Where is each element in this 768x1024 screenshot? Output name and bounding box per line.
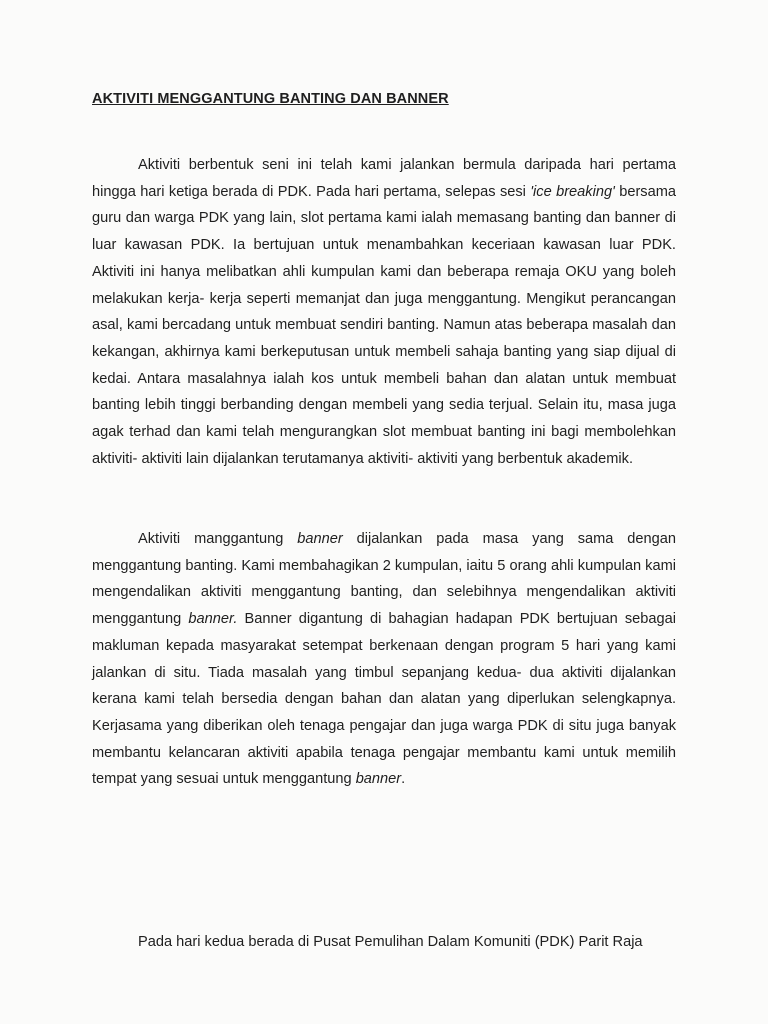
paragraph-2-text-e: Banner digantung di bahagian hadapan PDK bertujuan sebagai makluman kepada masyarakat setempat berkenaan dengan program 5 hari yang kami jalankan di situ. Tiada masalah yang timbul sepanjang kedua- dua aktiviti dijalankan kerana kami telah bersedia dengan bahan dan alatan yang diperlukan selengkapnya. Kerjasama yang diberikan oleh tenaga pengajar dan juga warga PDK di situ juga banyak membantu kelancaran aktiviti apabila tenaga pengajar membantu kami untuk memilih tempat yang sesuai untuk menggantung: [92, 611, 676, 788]
paragraph-3: Pada hari kedua berada di Pusat Pemulihan Dalam Komuniti (PDK) Parit Raja: [138, 934, 643, 950]
paragraph-2-text-c: dijalankan pada masa yang sama dengan menggantung banting. Kami membahagikan 2 kumpulan, iaitu 5 orang ahli kumpulan kami mengendalikan aktiviti menggantung banting, dan selebihnya mengendalikan aktiviti menggantung: [92, 531, 676, 628]
paragraph-2-text-a: Aktiviti manggantung: [138, 531, 298, 547]
paragraph-1-text-c: bersama guru dan warga PDK yang lain, slot pertama kami ialah memasang banting dan banner di luar kawasan PDK. Ia bertujuan untuk menambahkan keceriaan kawasan luar PDK. Aktiviti ini hanya melibatkan ahli kumpulan kami dan beberapa remaja OKU yang boleh melakukan kerja- kerja seperti memanjat dan juga menggantung. Mengikut perancangan asal, kami bercadang untuk membuat sendiri banting. Namun atas beberapa masalah dan kekangan, akhirnya kami berkeputusan untuk membeli sahaja banting yang siap dijual di kedai. Antara masalahnya ialah kos untuk membeli bahan dan alatan untuk membuat banting lebih tinggi berbanding dengan membeli yang sedia terjual. Selain itu, masa juga agak terhad dan kami telah mengurangkan slot membuat banting ini bagi membolehkan aktiviti- aktiviti lain dijalankan terutamanya aktiviti- aktiviti yang berbentuk akademik.: [92, 183, 676, 467]
paragraph-2-italic-banner-3: banner: [355, 771, 402, 788]
paragraph-2-italic-banner-1: banner: [297, 531, 343, 547]
paragraph-2-text-g: .: [401, 771, 406, 788]
paragraph-2: [92, 526, 676, 793]
paragraph-1-italic-term: 'ice breaking': [530, 183, 615, 200]
document-title: AKTIVITI MENGGANTUNG BANTING DAN BANNER: [92, 91, 449, 107]
paragraph-1-text-a: Aktiviti berbentuk seni ini telah kami jalankan bermula daripada hari pertama hingga hari ketiga berada di PDK. Pada hari pertama, selepas sesi: [92, 157, 676, 200]
paragraph-2-italic-banner-2: banner.: [188, 611, 238, 628]
paragraph-1: [92, 152, 676, 472]
